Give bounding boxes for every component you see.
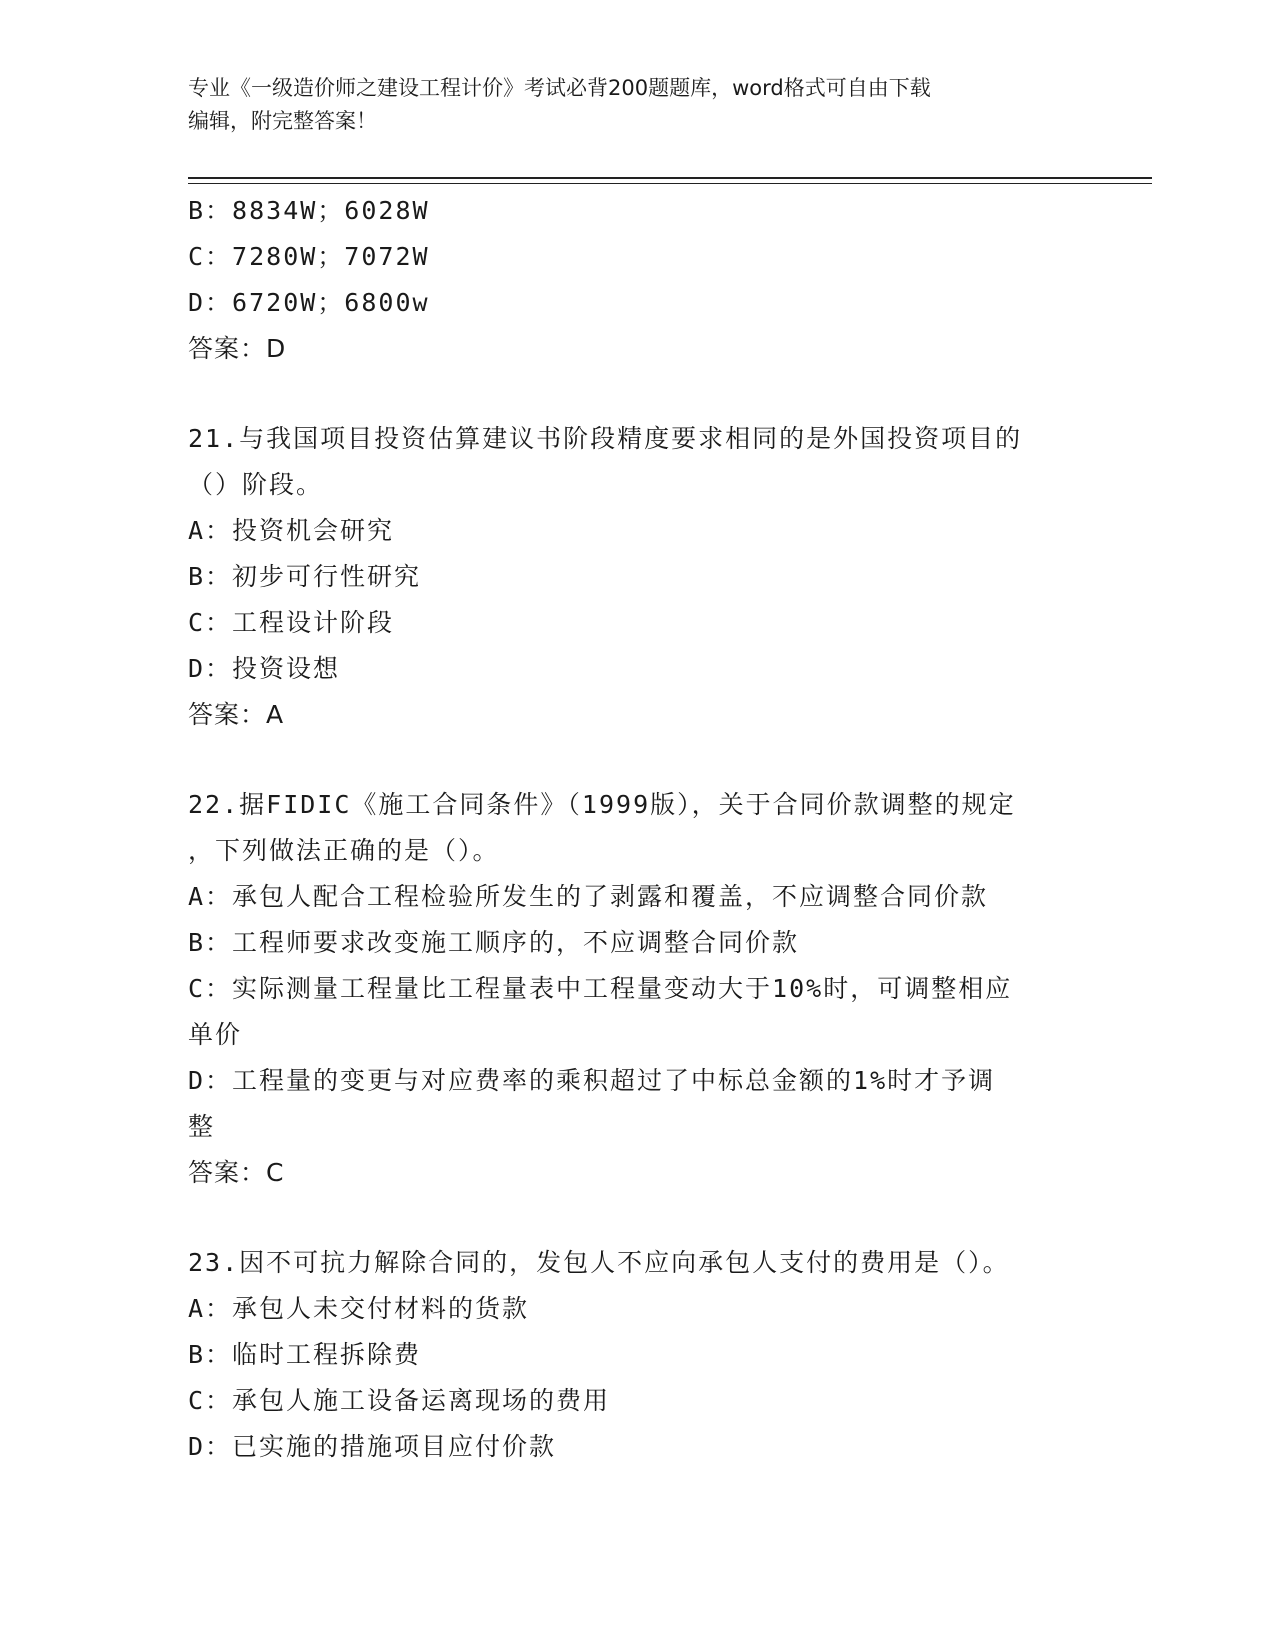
q23-option-b: B：临时工程拆除费	[188, 1340, 422, 1369]
q22-option-a: A：承包人配合工程检验所发生的了剥露和覆盖，不应调整合同价款	[188, 882, 989, 911]
q22-option-b: B：工程师要求改变施工顺序的，不应调整合同价款	[188, 928, 800, 957]
q21-answer: 答案：A	[188, 700, 285, 729]
q22-option-d-line-1: D：工程量的变更与对应费率的乘积超过了中标总金额的1%时才予调	[188, 1066, 996, 1095]
q21-option-c: C：工程设计阶段	[188, 608, 395, 637]
q22-option-d-line-2: 整	[188, 1112, 216, 1141]
header-rule-thick	[188, 177, 1152, 179]
header-line-1: 专业《一级造价师之建设工程计价》考试必背200题题库，word格式可自由下载	[188, 76, 931, 100]
q20-option-c: C：7280W；7072W	[188, 242, 430, 271]
q22-stem-line-2: ，下列做法正确的是（）。	[188, 836, 500, 865]
q22-stem-line-1: 22.据FIDIC《施工合同条件》（1999版），关于合同价款调整的规定	[188, 790, 1016, 819]
question-22	[188, 782, 1088, 1196]
q22-option-c-line-2: 单价	[188, 1020, 243, 1049]
q21-option-b: B：初步可行性研究	[188, 562, 422, 591]
q20-option-b: B：8834W；6028W	[188, 196, 430, 225]
header-rule-thin	[188, 183, 1152, 184]
q21-stem-line-1: 21.与我国项目投资估算建议书阶段精度要求相同的是外国投资项目的	[188, 424, 1023, 453]
question-content	[188, 188, 1088, 1470]
q20-option-d: D：6720W；6800w	[188, 288, 430, 317]
q23-option-c: C：承包人施工设备运离现场的费用	[188, 1386, 611, 1415]
q23-option-d: D：已实施的措施项目应付价款	[188, 1432, 557, 1461]
question-23	[188, 1240, 1088, 1470]
q22-answer: 答案：C	[188, 1158, 285, 1187]
question-21	[188, 416, 1088, 738]
q21-stem-line-2: （）阶段。	[188, 470, 324, 499]
question-20	[188, 188, 1088, 372]
q20-answer: 答案：D	[188, 334, 287, 363]
q22-option-c-line-1: C：实际测量工程量比工程量表中工程量变动大于10%时，可调整相应	[188, 974, 1013, 1003]
q21-option-d: D：投资设想	[188, 654, 341, 683]
q23-stem: 23.因不可抗力解除合同的，发包人不应向承包人支付的费用是（）。	[188, 1248, 1010, 1277]
q23-option-a: A：承包人未交付材料的货款	[188, 1294, 530, 1323]
header-line-2: 编辑，附完整答案！	[188, 109, 377, 133]
q21-option-a: A：投资机会研究	[188, 516, 395, 545]
document-header	[188, 72, 1088, 138]
